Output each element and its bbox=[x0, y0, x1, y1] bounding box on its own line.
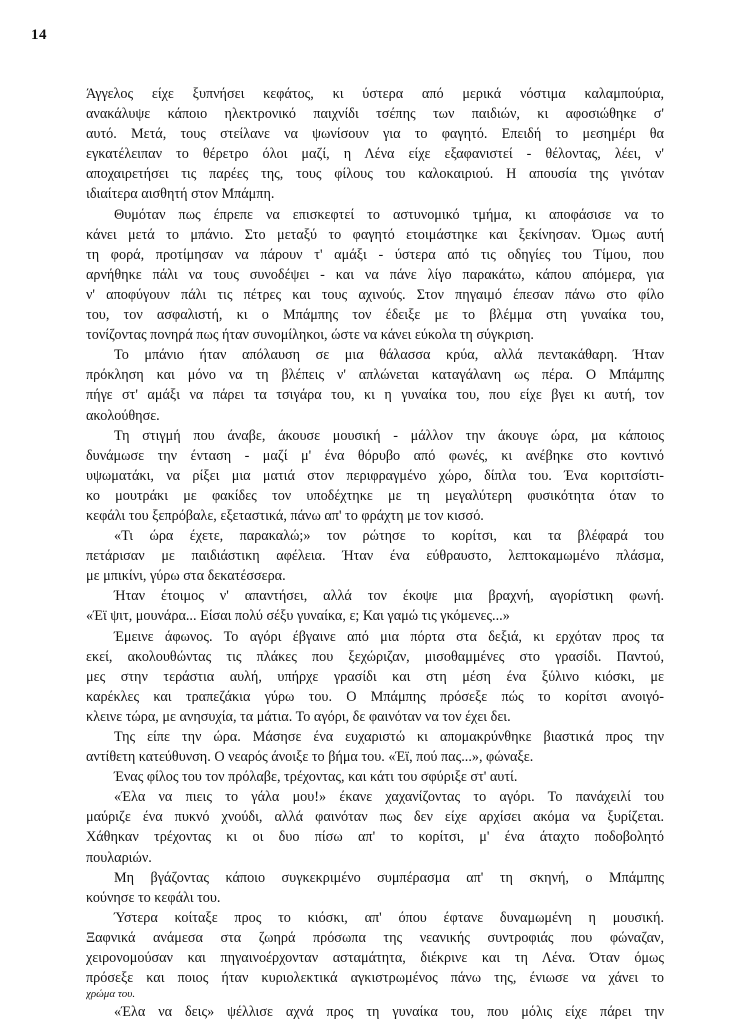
text-line: ακολούθησε. bbox=[86, 407, 160, 424]
text-line: Θυμόταν πως έπρεπε να επισκεφτεί το αστυνομικό τμήμα, κι αποφάσισε να το bbox=[114, 206, 664, 223]
text-line: τη φορά, προτίμησαν να πάρουν τ' αμάξι - ύστερα από τις οδηγίες του Τίμου, που bbox=[86, 246, 664, 263]
text-line: «Έλα να πιεις το γάλα μου!» έκανε χαχανίζοντας το αγόρι. Το πανάχειλί του bbox=[114, 789, 664, 806]
text-line: κο μουτράκι με φακίδες τον υποδέχτηκε με τη μεγαλύτερη φυσικότητα όταν το bbox=[86, 487, 664, 504]
body-text bbox=[86, 84, 664, 1022]
text-line: Χάθηκαν τρέχοντας κι οι δυο πίσω απ' το κορίτσι, μ' ένα άταχτο ποδοβολητό bbox=[86, 829, 664, 846]
text-line: μαύριζε ένα πυκνό χνούδι, αλλά φαινόταν πως δεν είχε αρχίσει ακόμα να ξυρίζεται. bbox=[86, 809, 664, 826]
text-line: κάνει μετά το μπάνιο. Στο μεταξύ το φαγητό ετοιμάστηκε και ξεκίνησαν. Όμως αυτή bbox=[86, 226, 664, 243]
text-line: τονίζοντας πονηρά πως ήταν συνομίληκοι, ώστε να κάνει εύκολα τη σύγκριση. bbox=[86, 327, 534, 344]
text-line: «Έϊ ψιτ, μουνάρα... Είσαι πολύ σέξυ γυναίκα, ε; Και γαμώ τις γκόμενες...» bbox=[86, 608, 510, 625]
text-line: πουλαριών. bbox=[86, 849, 152, 866]
text-line: μες στην τεράστια αυλή, υπήρχε γρασίδι και στη μέση ένα ξύλινο κιόσκι, με bbox=[86, 668, 664, 685]
text-line: πετάρισαν με παιδιάστικη αφέλεια. Ήταν ένα εύθραυστο, λεπτοκαμωμένο πλάσμα, bbox=[86, 548, 664, 565]
text-line: εκεί, ακολουθώντας τις πλάκες που ξεχώριζαν, μισοθαμμένες στο γρασίδι. Παντού, bbox=[86, 648, 664, 665]
text-line: ιδιαίτερα αισθητή στον Μπάμπη. bbox=[86, 186, 275, 203]
text-line: κεφάλι του ξεπρόβαλε, εξεταστικά, πάνω απ' το φράχτη με τον κισσό. bbox=[86, 507, 484, 524]
text-line: του, τον ασφαλιστή, κι ο Μπάμπης τον έδειξε με το βλέμμα στη γυναίκα του, bbox=[86, 307, 664, 324]
text-line: Άγγελος είχε ξυπνήσει κεφάτος, κι ύστερα από μερικά νόστιμα καλαμπούρια, bbox=[86, 86, 664, 102]
text-line: κούνησε το κεφάλι του. bbox=[86, 889, 221, 906]
text-line: ανακάλυψε κάποιο ηλεκτρονικό παιχνίδι τσέπης των παιδιών, κι αφοσιώθηκε σ' bbox=[86, 106, 664, 123]
text-line: πρόκληση και μόνο να τη βλέπεις ν' απλώνεται καταγάλανη ως πέρα. Ο Μπάμπης bbox=[86, 367, 664, 384]
text-line: πήγε στ' αμάξι να πάρει τα τσιγάρα του, κι η γυναίκα του, που είχε βγει κι αυτή, τον bbox=[86, 387, 664, 404]
text-line: Ξαφνικά ανάμεσα στα ζωηρά πρόσωπα της νεανικής συντροφιάς που φώναζαν, bbox=[86, 929, 664, 946]
text-line: Ύστερα κοίταξε προς το κιόσκι, απ' όπου έφτανε δυναμωμένη η μουσική. bbox=[114, 909, 664, 926]
text-line: κλεινε τώρα, με ανησυχία, τα μάτια. Το αγόρι, δε φαινόταν να τον έχει δει. bbox=[86, 708, 511, 725]
text-line: Ήταν έτοιμος ν' απαντήσει, αλλά τον έκοψε μια βραχνή, αγορίστικη φωνή. bbox=[114, 588, 664, 605]
text-line: «Έλα να δεις» ψέλλισε αχνά προς τη γυναίκα του, που μόλις είχε πάρει την bbox=[114, 1004, 664, 1021]
text-line: ν' αποφύγουν πάλι τις πέτρες και τους αχινούς. Στον πηγαιμό έπεσαν πάνω στο φίλο bbox=[86, 286, 664, 303]
text-line: υψωματάκι, να ρίξει μια ματιά στον περιφραγμένο χώρο, δίπλα του. Ένα κοριτσίστι- bbox=[86, 467, 664, 484]
text-line: εγκατέλειπαν το θέρετρο όλοι μαζί, η Λένα είχε εξαφανιστεί - θέλοντας, λέει, ν' bbox=[86, 146, 664, 163]
text-line: Έμεινε άφωνος. Το αγόρι έβγαινε από μια πόρτα στα δεξιά, κι ερχόταν προς τα bbox=[114, 628, 664, 645]
text-line: Το μπάνιο ήταν απόλαυση σε μια θάλασσα κρύα, αλλά πεντακάθαρη. Ήταν bbox=[114, 347, 664, 364]
text-line: αποχαιρετήσει τις παρέες της, τους φίλους του καλοκαιριού. Η απουσία της γινόταν bbox=[86, 166, 664, 183]
text-line: Ένας φίλος του τον πρόλαβε, τρέχοντας, και κάτι του σφύριξε στ' αυτί. bbox=[114, 769, 518, 786]
text-line: «Τι ώρα έχετε, παρακαλώ;» τον ρώτησε το κορίτσι, και τα βλέφαρά του bbox=[114, 528, 664, 545]
text-line: χρώμα του. bbox=[86, 988, 136, 1001]
text-line: χειρονομούσαν και πηγαινοέρχονταν ασταμάτητα, διέκρινε και τη Λένα. Όταν όμως bbox=[86, 950, 664, 967]
text-line: αρνήθηκε πάλι να τους συνοδέψει - και να πάνε λίγο παρακάτω, κάπου απόμερα, για bbox=[86, 266, 664, 283]
text-line: αυτό. Μετά, τους στείλανε να ψωνίσουν για το φαγητό. Επειδή το μεσημέρι θα bbox=[86, 126, 664, 143]
text-line: με μπικίνι, γύρω στα δεκατέσσερα. bbox=[86, 568, 286, 585]
page-number: 14 bbox=[31, 27, 47, 43]
text-line: Της είπε την ώρα. Μάσησε ένα ευχαριστώ κι απομακρύνθηκε βιαστικά προς την bbox=[114, 729, 664, 745]
text-line: δυνάμωσε την ένταση - μαζί μ' ένα θόρυβο από φωνές, κι ανέβηκε στο κοντινό bbox=[86, 447, 664, 464]
text-line: καρέκλες και τραπεζάκια γύρω του. Ο Μπάμπης πρόσεξε πώς το κορίτσι ανοιγό- bbox=[86, 688, 664, 705]
text-line: Τη στιγμή που άναβε, άκουσε μουσική - μάλλον την άκουγε ώρα, μα κάποιος bbox=[114, 427, 664, 444]
text-line: Μη βγάζοντας κάποιο συγκεκριμένο συμπέρασμα απ' τη σκηνή, ο Μπάμπης bbox=[114, 869, 664, 886]
text-line: αντίθετη κατεύθυνση. Ο νεαρός άνοιξε το βήμα του. «Έϊ, πού πας...», φώναξε. bbox=[86, 749, 534, 766]
text-line: πρόσεξε και ποιος ήταν κυριολεκτικά αγκιστρωμένος πάνω της, ένιωσε να χάνει το bbox=[86, 970, 664, 987]
